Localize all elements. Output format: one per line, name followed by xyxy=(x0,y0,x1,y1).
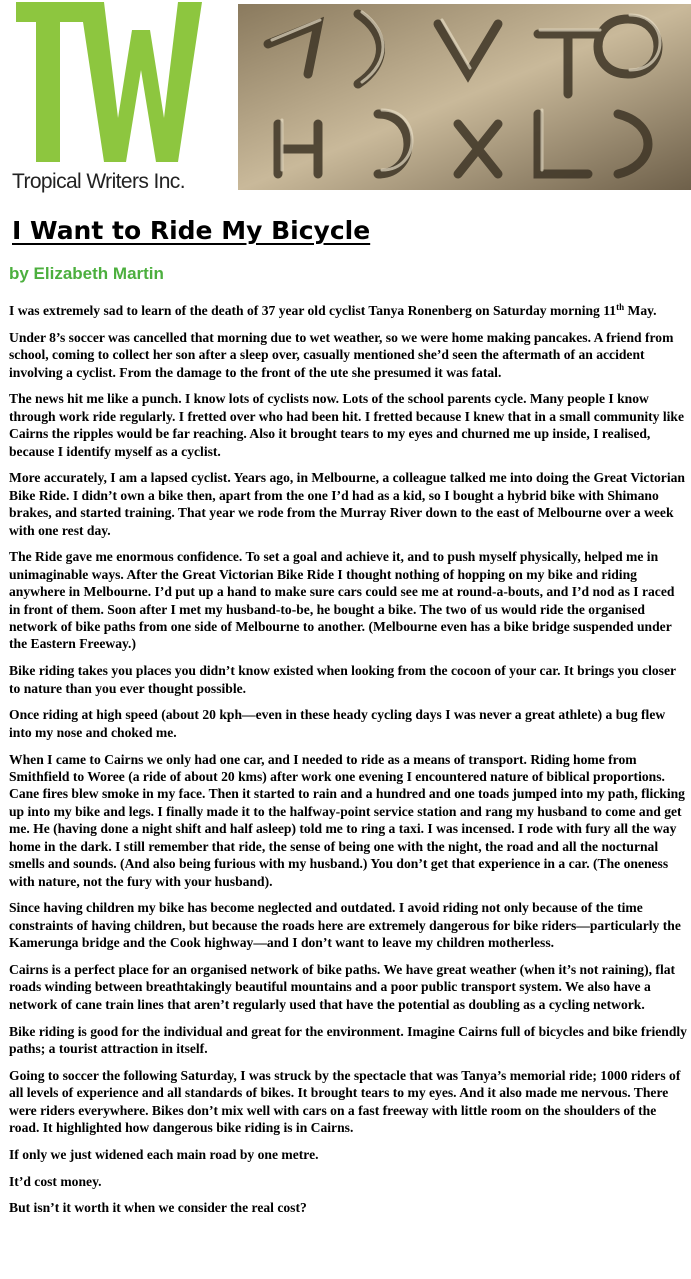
article-paragraph: Going to soccer the following Saturday, I was struck by the spectacle that was Tanya’s memorial ride; 1000 riders of all levels of experience and all standards of bikes. It brought tears to my eyes. And it also made me nervous. There were riders everywhere. Bikes don’t mix well with cars on a fast freeway with little room on the shoulders of the road. It highlighted how dangerous bike riding is in Cairns. xyxy=(9,1067,681,1135)
article-paragraph: If only we just widened each main road by one metre. xyxy=(9,1146,319,1162)
article-body xyxy=(9,302,689,1226)
article-paragraph xyxy=(9,302,689,319)
logo-text: Tropical Writers Inc. xyxy=(12,170,185,193)
paragraph-text: I was extremely sad to learn of the death of 37 year old cyclist Tanya Ronenberg on Saturday morning 11 xyxy=(9,303,617,318)
article-paragraph: When I came to Cairns we only had one car, and I needed to ride as a means of transport. Riding home from Smithfield to Woree (a ride of about 20 kms) after work one evening I encountered nature of biblical proportions. Cane fires blew smoke in my face. Then it started to rain and a hundred and one toads jumped into my path, flicking up into my bike and legs. I finally made it to the halfway-point service station and rang my husband to come and get me. He (having done a night shift and half asleep) told me to ring a taxi. I was incensed. I rode with fury all the way home in the dark. I still remember that ride, the sense of being one with the night, the road and all the nocturnal smells and sounds. (And also being furious with my husband.) You don’t get that experience in a car. (The oneness with nature, not the fury with your husband). xyxy=(9,751,685,889)
article-paragraph: Bike riding is good for the individual and great for the environment. Imagine Cairns full of bicycles and bike friendly paths; a tourist attraction in itself. xyxy=(9,1023,687,1056)
article-paragraph: Since having children my bike has become neglected and outdated. I avoid riding not only because of the time constraints of having children, but because the roads here are extremely dangerous for bike riders—particularly the Kamerunga bridge and the Cook highway—and I don’t want to leave my children motherless. xyxy=(9,900,681,951)
ordinal-suffix: th xyxy=(616,302,625,312)
logo[interactable] xyxy=(0,0,238,200)
article-title: I Want to Ride My Bicycle xyxy=(12,216,371,245)
paragraph-text-end: May. xyxy=(624,303,657,318)
banner-image xyxy=(238,4,691,190)
article-paragraph: The news hit me like a punch. I know lots of cyclists now. Lots of the school parents cycle. Many people I know through work ride regularly. I fretted over who had been hit. I fretted because I knew that in a small community like Cairns the ripples would be far reaching. Also it brought tears to my eyes and churned me up inside, I realised, because I identify myself as a cyclist. xyxy=(9,391,685,459)
article-paragraph: But isn’t it worth it when we consider the real cost? xyxy=(9,1200,307,1216)
article-paragraph: The Ride gave me enormous confidence. To set a goal and achieve it, and to push myself physically, helped me in unimaginable ways. After the Great Victorian Bike Ride I thought nothing of hopping on my bike and riding anywhere in Melbourne. I’d put up a hand to make sure cars could see me at round-a-bouts, and I’d nod as I raced in front of them. Soon after I met my husband-to-be, he bought a bike. The two of us would ride the organised network of bike paths from one side of Melbourne to another. (Melbourne even has a bike bridge suspended under the Eastern Freeway.) xyxy=(9,549,675,652)
article-paragraph: More accurately, I am a lapsed cyclist. Years ago, in Melbourne, a colleague talked me into doing the Great Victorian Bike Ride. I didn’t own a bike then, apart from the one I’d had as a kid, so I bought a hybrid bike with Shimano brakes, and started training. That year we rode from the Murray River down to the east of Melbourne over a week with one rest day. xyxy=(9,470,685,538)
site-header xyxy=(0,0,691,200)
article-paragraph: Cairns is a perfect place for an organised network of bike paths. We have great weather (when it’s not raining), flat roads winding between breathtakingly beautiful mountains and a poor public transport system. We also have a network of cane train lines that aren’t regularly used that have the potential as doubling as a cycling network. xyxy=(9,961,676,1012)
article-paragraph: Once riding at high speed (about 20 kph—even in these heady cycling days I was never a great athlete) a bug flew into my nose and choked me. xyxy=(9,707,666,740)
article-paragraph: Bike riding takes you places you didn’t know existed when looking from the cocoon of your car. It brings you closer to nature than you ever thought possible. xyxy=(9,663,676,696)
article-paragraph: Under 8’s soccer was cancelled that morning due to wet weather, so we were home making pancakes. A friend from school, coming to collect her son after a sleep over, casually mentioned she’d seen the aftermath of an accident involving a cyclist. From the damage to the front of the ute she presumed it was fatal. xyxy=(9,329,674,380)
article-paragraph: It’d cost money. xyxy=(9,1173,102,1189)
wooden-letters-photo-icon xyxy=(238,4,691,190)
article-byline: by Elizabeth Martin xyxy=(9,264,164,283)
